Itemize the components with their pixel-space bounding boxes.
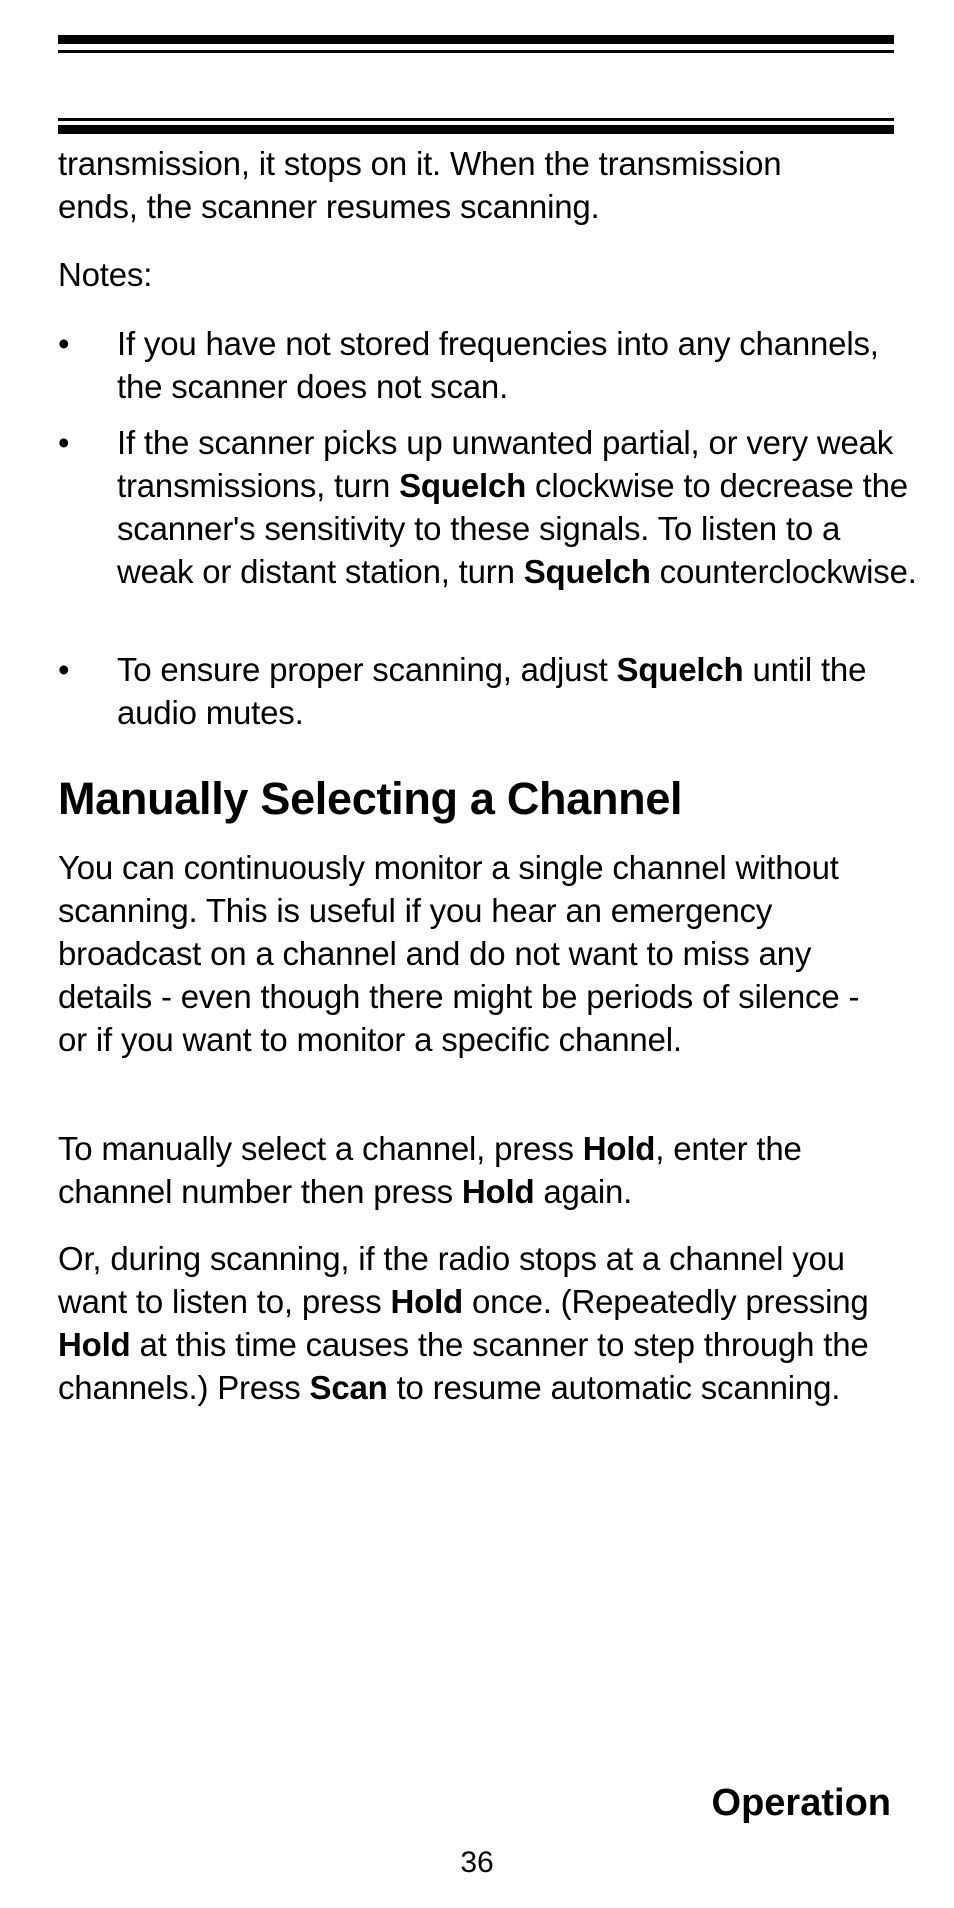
paragraph-during-scanning <box>58 1237 894 1409</box>
paragraph-manual-select <box>58 1127 894 1213</box>
footer-section-label: Operation <box>711 1782 891 1824</box>
bullet-marker: • <box>58 325 70 362</box>
notes-label: Notes: <box>58 256 153 293</box>
intro-paragraph <box>58 142 894 228</box>
para2-part-2: , enter the channel number then press <box>58 1130 802 1210</box>
note-bullet-2-part-1: If the scanner picks up unwanted partial, or very weak transmissions, turn <box>117 424 894 504</box>
section-heading: Manually Selecting a Channel <box>58 773 683 824</box>
header-rule-thick-bottom <box>58 125 894 134</box>
bullet-marker: • <box>58 424 70 461</box>
para3-part-4: to resume automatic scanning. <box>387 1369 841 1406</box>
header-rule-thin-bottom <box>58 118 894 121</box>
scan-keyword: Scan <box>309 1369 388 1406</box>
hold-keyword: Hold <box>582 1130 656 1167</box>
note-bullet-3-part-1: To ensure proper scanning, adjust <box>117 651 617 688</box>
intro-line-1: transmission, it stops on it. When the transmission <box>58 145 782 182</box>
para3-part-2: once. (Repeatedly pressing <box>463 1283 869 1320</box>
intro-line-2: ends, the scanner resumes scanning. <box>58 188 600 225</box>
para3-part-3: at this time causes the scanner to step through the channels.) Press <box>58 1326 869 1406</box>
squelch-keyword: Squelch <box>399 467 527 504</box>
para2-part-1: To manually select a channel, press <box>58 1130 583 1167</box>
header-rule-thin-top <box>58 50 894 53</box>
note-bullet-2-text <box>117 421 917 593</box>
note-bullet-2-part-3: counterclockwise. <box>650 553 917 590</box>
squelch-keyword: Squelch <box>616 651 744 688</box>
para2-part-3: again. <box>534 1173 633 1210</box>
paragraph-monitor-channel: You can continuously monitor a single channel without scanning. This is useful if you hear an emergency broadcast on a channel and do not want to miss any details - even though there might be periods of silence - or if you want to monitor a specific channel. <box>58 849 860 1058</box>
squelch-keyword: Squelch <box>523 553 651 590</box>
note-bullet-2-part-2: clockwise to decrease the scanner's sensitivity to these signals. To listen to a weak or distant station, turn <box>117 467 908 590</box>
note-bullet-3-part-2: until the audio mutes. <box>117 651 867 731</box>
hold-keyword: Hold <box>461 1173 535 1210</box>
note-bullet-3-text <box>117 648 917 734</box>
hold-keyword: Hold <box>58 1326 131 1363</box>
note-bullet-1-text <box>117 322 917 408</box>
para3-part-1: Or, during scanning, if the radio stops at a channel you want to listen to, press <box>58 1240 845 1320</box>
header-rule-thick-top <box>58 35 894 44</box>
bullet-marker: • <box>58 651 70 688</box>
note-bullet-1-content: If you have not stored frequencies into any channels, the scanner does not scan. <box>117 325 879 405</box>
hold-keyword: Hold <box>390 1283 464 1320</box>
page-number: 36 <box>460 1846 494 1879</box>
